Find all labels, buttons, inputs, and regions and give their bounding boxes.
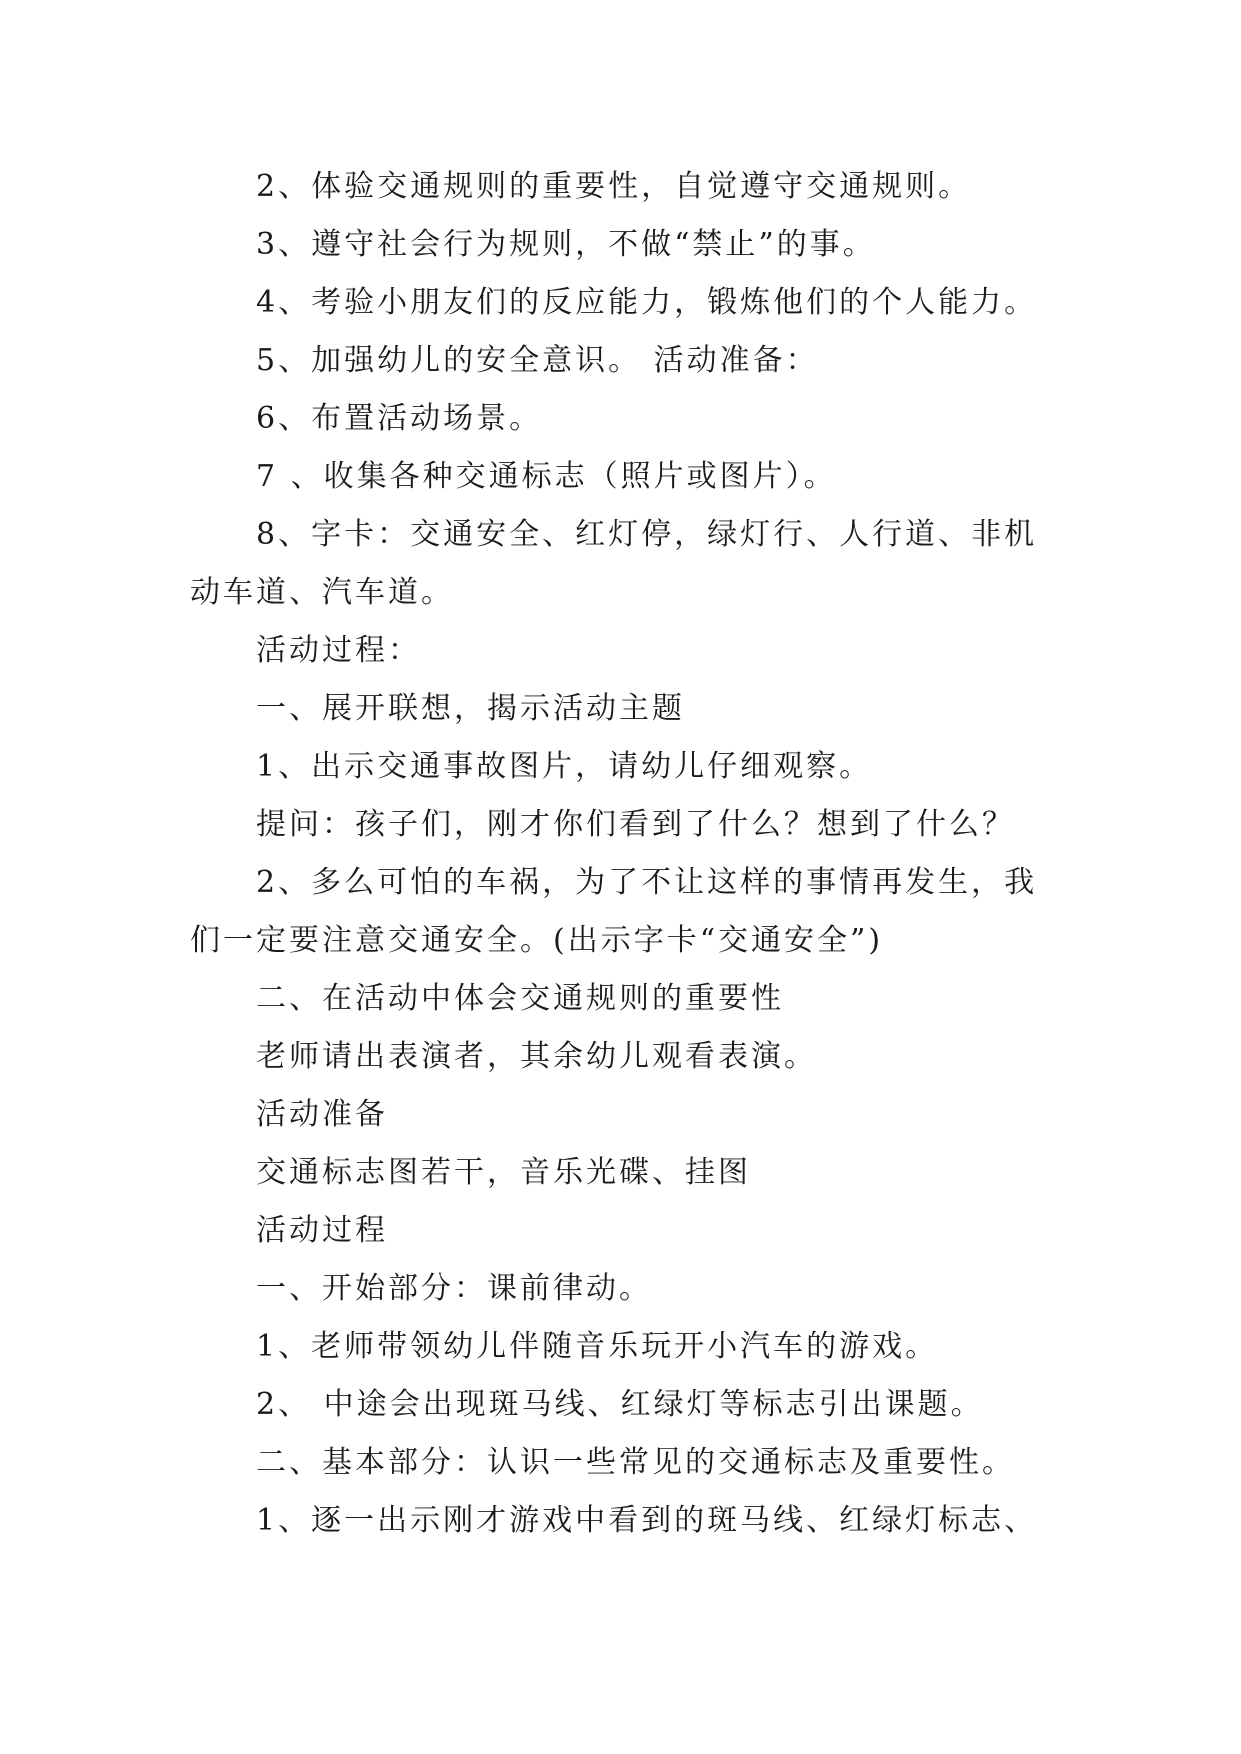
paragraph: 活动准备 bbox=[256, 1097, 388, 1132]
paragraph: 活动过程 bbox=[256, 1213, 388, 1248]
paragraph: 2、体验交通规则的重要性，自觉遵守交通规则。 bbox=[256, 169, 972, 204]
paragraph: 一、展开联想，揭示活动主题 bbox=[256, 691, 685, 726]
paragraph: 2、多么可怕的车祸，为了不让这样的事情再发生，我们一定要注意交通安全。(出示字卡“交通安全”) bbox=[190, 865, 1038, 958]
paragraph: 老师请出表演者，其余幼儿观看表演。 bbox=[256, 1039, 817, 1074]
paragraph: 5、加强幼儿的安全意识。 活动准备： bbox=[256, 343, 819, 378]
paragraph: 二、基本部分：认识一些常见的交通标志及重要性。 bbox=[256, 1445, 1015, 1480]
paragraph: 4、考验小朋友们的反应能力，锻炼他们的个人能力。 bbox=[256, 285, 1038, 320]
paragraph: 一、开始部分：课前律动。 bbox=[256, 1271, 652, 1306]
paragraph: 1、逐一出示刚才游戏中看到的斑马线、红绿灯标志、 bbox=[256, 1503, 1038, 1538]
paragraph: 6、布置活动场景。 bbox=[256, 401, 543, 436]
paragraph: 1、老师带领幼儿伴随音乐玩开小汽车的游戏。 bbox=[256, 1329, 939, 1364]
paragraph: 1、出示交通事故图片，请幼儿仔细观察。 bbox=[256, 749, 873, 784]
paragraph: 二、在活动中体会交通规则的重要性 bbox=[256, 981, 784, 1016]
paragraph: 活动过程： bbox=[256, 633, 421, 668]
paragraph: 8、字卡：交通安全、红灯停，绿灯行、人行道、非机动车道、汽车道。 bbox=[190, 517, 1038, 610]
document-body bbox=[190, 158, 1050, 1550]
paragraph: 3、遵守社会行为规则，不做“禁止”的事。 bbox=[256, 227, 876, 262]
paragraph: 提问：孩子们，刚才你们看到了什么？想到了什么？ bbox=[256, 807, 1015, 842]
paragraph: 2、 中途会出现斑马线、红绿灯等标志引出课题。 bbox=[256, 1387, 984, 1422]
paragraph: 交通标志图若干，音乐光碟、挂图 bbox=[256, 1155, 751, 1190]
paragraph: 7 、收集各种交通标志（照片或图片）。 bbox=[256, 459, 837, 494]
